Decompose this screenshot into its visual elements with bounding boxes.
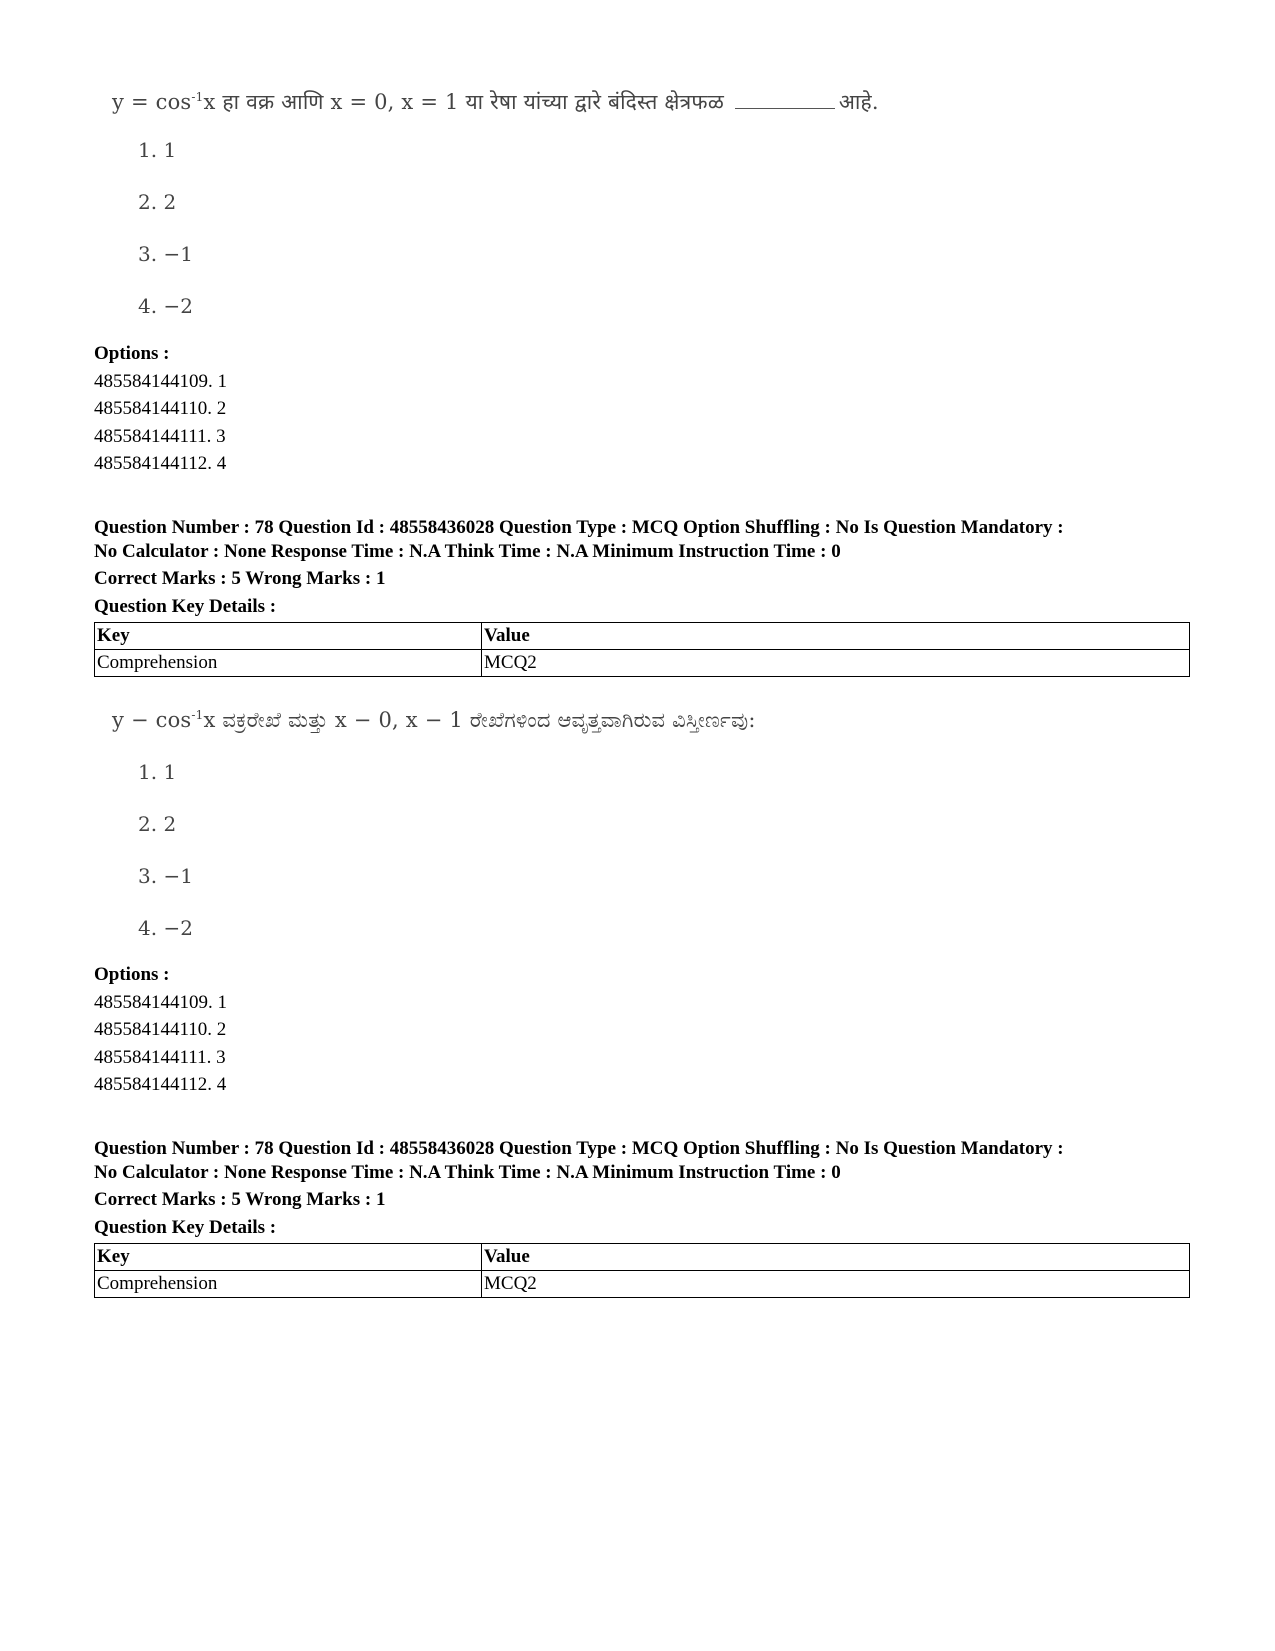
statement-superscript: -1 xyxy=(191,708,204,722)
statement-prefix: y = cos xyxy=(112,90,192,114)
key-details-title: Question Key Details : xyxy=(94,596,277,617)
question-meta-line-2: No Calculator : None Response Time : N.A Think Time : N.A Minimum Instruction Time : 0 xyxy=(94,541,841,562)
question-image-marathi xyxy=(112,88,879,318)
option-line: 485584144109. 1 xyxy=(94,992,227,1013)
option-line: 485584144111. 3 xyxy=(94,1047,226,1068)
option-line: 485584144109. 1 xyxy=(94,371,227,392)
marks-line: Correct Marks : 5 Wrong Marks : 1 xyxy=(94,568,386,589)
statement-prefix: y − cos xyxy=(112,708,192,732)
question-choice: 1. 1 xyxy=(138,760,177,784)
question-image-kannada xyxy=(112,708,756,940)
option-line: 485584144110. 2 xyxy=(94,1019,227,1040)
question-choice: 2. 2 xyxy=(138,190,177,214)
answer-blank xyxy=(735,94,835,109)
option-line: 485584144110. 2 xyxy=(94,398,227,419)
key-details-table xyxy=(94,622,1190,677)
question-statement xyxy=(112,708,756,733)
option-line: 485584144112. 4 xyxy=(94,1074,227,1095)
question-choice: 4. −2 xyxy=(138,294,193,318)
header-value: Value xyxy=(482,623,1190,650)
cell-value: MCQ2 xyxy=(482,1271,1190,1298)
question-meta-line-2: No Calculator : None Response Time : N.A Think Time : N.A Minimum Instruction Time : 0 xyxy=(94,1162,841,1183)
question-meta-line-1: Question Number : 78 Question Id : 48558436028 Question Type : MCQ Option Shuffling : No Is Question Mandatory : xyxy=(94,1138,1064,1159)
cell-key: Comprehension xyxy=(95,650,482,677)
question-choice: 3. −1 xyxy=(138,242,193,266)
header-value: Value xyxy=(482,1244,1190,1271)
table-row xyxy=(95,650,1190,677)
statement-text: x ವಕ್ರರೇಖೆ ಮತ್ತು x − 0, x − 1 ರೇಖೆಗಳಿಂದ ಆವೃತ್ತವಾಗಿರುವ ವಿಸ್ತೀರ್ಣವು: xyxy=(203,708,756,732)
question-statement xyxy=(112,88,879,116)
key-details-table xyxy=(94,1243,1190,1298)
option-line: 485584144112. 4 xyxy=(94,453,227,474)
statement-superscript: -1 xyxy=(191,90,204,104)
table-header-row xyxy=(95,1244,1190,1271)
question-choice: 3. −1 xyxy=(138,864,193,888)
options-title: Options : xyxy=(94,343,170,364)
header-key: Key xyxy=(95,1244,482,1271)
question-choice: 4. −2 xyxy=(138,916,193,940)
cell-key: Comprehension xyxy=(95,1271,482,1298)
question-choice: 2. 2 xyxy=(138,812,177,836)
table-header-row xyxy=(95,623,1190,650)
statement-text: x हा वक्र आणि x = 0, x = 1 या रेषा यांच्या द्वारे बंदिस्त क्षेत्रफळ xyxy=(203,90,724,114)
marks-line: Correct Marks : 5 Wrong Marks : 1 xyxy=(94,1189,386,1210)
header-key: Key xyxy=(95,623,482,650)
cell-value: MCQ2 xyxy=(482,650,1190,677)
option-line: 485584144111. 3 xyxy=(94,426,226,447)
options-title: Options : xyxy=(94,964,170,985)
table-row xyxy=(95,1271,1190,1298)
key-details-title: Question Key Details : xyxy=(94,1217,277,1238)
question-choice: 1. 1 xyxy=(138,138,177,162)
question-meta-line-1: Question Number : 78 Question Id : 48558436028 Question Type : MCQ Option Shuffling : No Is Question Mandatory : xyxy=(94,517,1064,538)
statement-suffix: आहे. xyxy=(838,90,879,114)
